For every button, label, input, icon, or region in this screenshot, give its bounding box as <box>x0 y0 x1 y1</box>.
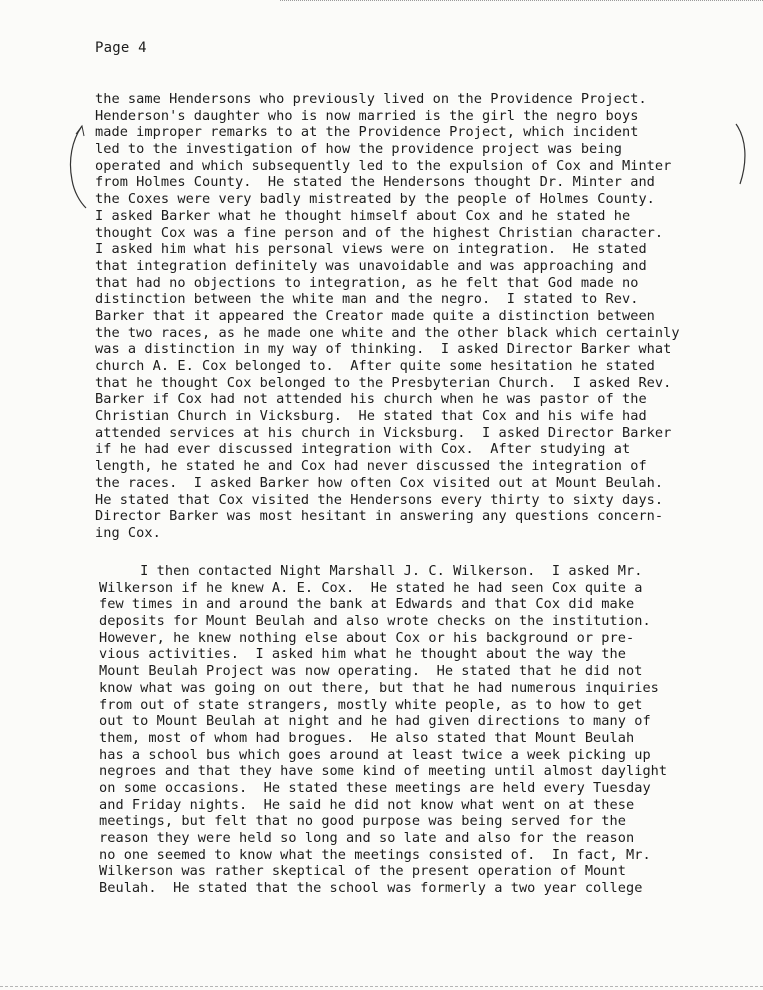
text-line: that had no objections to integration, as he felt that God made no <box>95 274 639 291</box>
text-line: Henderson's daughter who is now married is the girl the negro boys <box>95 107 639 124</box>
text-line: reason they were held so long and so late and also for the reason <box>99 830 635 846</box>
text-line: thought Cox was a fine person and of the highest Christian character. <box>95 224 664 241</box>
text-line: He stated that Cox visited the Hendersons every thirty to sixty days. <box>95 491 664 508</box>
top-scan-edge <box>280 0 763 1</box>
page-number: Page 4 <box>95 40 147 56</box>
text-line: from Holmes County. He stated the Hendersons thought Dr. Minter and <box>95 174 655 191</box>
text-line: no one seemed to know what the meetings consisted of. In fact, Mr. <box>99 846 651 863</box>
text-line: Wilkerson was rather skeptical of the present operation of Mount <box>99 863 626 880</box>
text-line: them, most of whom had brogues. He also stated that Mount Beulah <box>99 729 635 746</box>
text-line: However, he knew nothing else about Cox or his background or pre- <box>99 629 635 646</box>
text-line: Wilkerson if he knew A. E. Cox. He stated he had seen Cox quite a <box>99 579 643 596</box>
text-line: Barker if Cox had not attended his church when he was pastor of the <box>95 391 647 408</box>
text-line: meetings, but felt that no good purpose was being served for the <box>99 813 626 830</box>
text-line: led to the investigation of how the providence project was being <box>95 141 622 158</box>
text-line: vious activities. I asked him what he thought about the way the <box>99 646 626 663</box>
text-line: that he thought Cox belonged to the Presbyterian Church. I asked Rev. <box>95 374 672 391</box>
text-line: was a distinction in my way of thinking. I asked Director Barker what <box>95 341 672 358</box>
text-line: Director Barker was most hesitant in answering any questions concern- <box>95 508 664 525</box>
text-line: know what was going on out there, but that he had numerous inquiries <box>99 679 659 696</box>
text-line: Beulah. He stated that the school was formerly a two year college <box>99 880 643 897</box>
paragraph-barker-interview <box>95 91 745 542</box>
paragraph-wilkerson-interview <box>99 563 745 897</box>
bottom-scan-edge <box>0 986 763 987</box>
text-line: the Coxes were very badly mistreated by the people of Holmes County. <box>95 191 655 208</box>
text-line: has a school bus which goes around at least twice a week picking up <box>99 746 651 763</box>
text-line: on some occasions. He stated these meetings are held every Tuesday <box>99 779 651 796</box>
text-line: deposits for Mount Beulah and also wrote checks on the institution. <box>99 613 651 630</box>
text-line: distinction between the white man and the negro. I stated to Rev. <box>95 291 639 308</box>
text-line: attended services at his church in Vicksburg. I asked Director Barker <box>95 424 672 441</box>
text-line: length, he stated he and Cox had never discussed the integration of <box>95 458 647 475</box>
text-line: that integration definitely was unavoidable and was approaching and <box>95 257 647 274</box>
text-line: few times in and around the bank at Edwards and that Cox did make <box>99 596 635 613</box>
text-line: and Friday nights. He said he did not know what went on at these <box>99 796 635 813</box>
text-line: from out of state strangers, mostly white people, as to how to get <box>99 696 643 713</box>
text-line: made improper remarks to at the Providence Project, which incident <box>95 124 639 141</box>
text-line: if he had ever discussed integration with Cox. After studying at <box>95 441 631 458</box>
text-line: the same Hendersons who previously lived on the Providence Project. <box>95 91 647 107</box>
text-line: I then contacted Night Marshall J. C. Wilkerson. I asked Mr. <box>99 563 643 579</box>
left-margin-bracket-mark <box>62 120 90 210</box>
text-line: Christian Church in Vicksburg. He stated that Cox and his wife had <box>95 408 647 425</box>
text-line: ing Cox. <box>95 524 161 541</box>
text-line: church A. E. Cox belonged to. After quite some hesitation he stated <box>95 358 655 374</box>
text-line: out to Mount Beulah at night and he had given directions to many of <box>99 713 651 730</box>
text-line: the races. I asked Barker how often Cox visited out at Mount Beulah. <box>95 474 664 491</box>
text-line: negroes and that they have some kind of meeting until almost daylight <box>99 763 668 780</box>
text-line: operated and which subsequently led to the expulsion of Cox and Minter <box>95 157 672 174</box>
text-line: I asked him what his personal views were on integration. He stated <box>95 241 647 258</box>
text-line: Mount Beulah Project was now operating. He stated that he did not <box>99 663 643 680</box>
text-line: the two races, as he made one white and the other black which certainly <box>95 324 680 341</box>
text-line: Barker that it appeared the Creator made quite a distinction between <box>95 307 655 324</box>
text-line: I asked Barker what he thought himself about Cox and he stated he <box>95 207 631 224</box>
